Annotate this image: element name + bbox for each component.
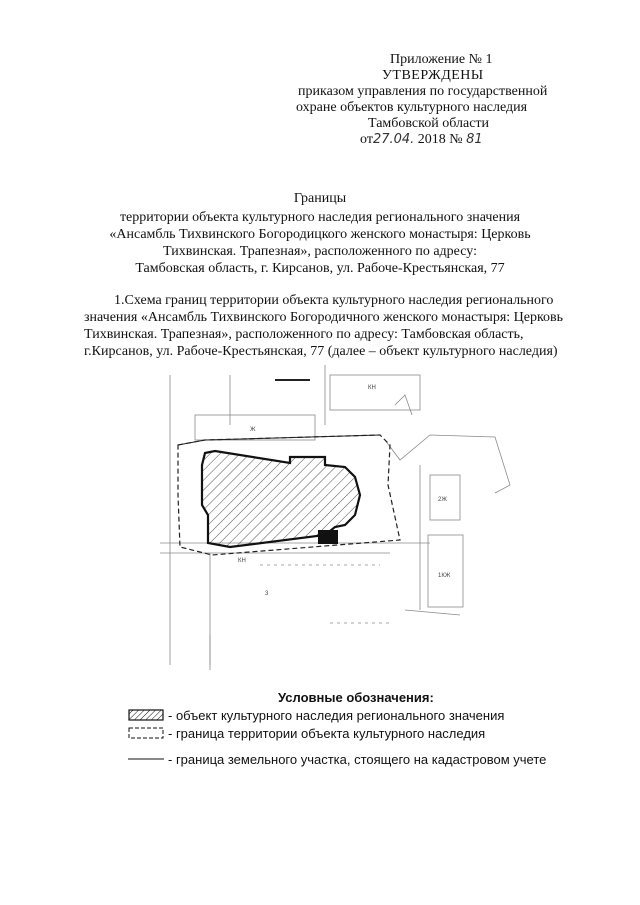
title-line-5: Тамбовская область, г. Кирсанов, ул. Рабоче-Крестьянская, 77 (135, 261, 505, 276)
order-year: 2018 (417, 132, 446, 147)
order-date-line (290, 132, 590, 148)
appendix-label: Приложение № 1 (390, 52, 493, 67)
paragraph-line-4: г.Кирсанов, ул. Рабоче-Крестьянская, 77 (далее – объект культурного наследия) (84, 344, 558, 359)
paragraph-line-2: значения «Ансамбль Тихвинского Богородичного женского монастыря: Церковь (84, 310, 564, 325)
map-label-top: КН (368, 385, 376, 391)
map-label-bottom-mid: 3 (265, 591, 269, 597)
handwritten-number: 81 (466, 132, 483, 147)
legend-text-territory-boundary: - граница территории объекта культурного наследия (168, 726, 486, 741)
number-prefix: № (449, 132, 463, 147)
order-line-1: приказом управления по государственной (298, 84, 548, 99)
scheme-paragraph (84, 292, 584, 360)
order-line-2: охране объектов культурного наследия (296, 100, 528, 115)
approved-label: УТВЕРЖДЕНЫ (382, 68, 484, 83)
title-line-1: Границы (293, 191, 347, 206)
legend-title: Условные обозначения: (278, 690, 434, 705)
paragraph-line-1: 1.Схема границ территории объекта культурного наследия регионального (114, 293, 554, 308)
dashed-box-icon (128, 727, 164, 739)
document-title (60, 190, 580, 277)
paragraph-line-3: Тихвинская. Трапезная», расположенного по адресу: Тамбовская область, (84, 327, 524, 342)
approval-block (290, 52, 590, 148)
hatched-box-icon (128, 709, 164, 721)
map-label-right-upper: 2Ж (438, 497, 447, 503)
legend-text-heritage-object: - объект культурного наследия регионального значения (168, 708, 505, 723)
title-line-4: Тихвинская. Трапезная», расположенного по адресу: (163, 244, 477, 259)
title-line-2: территории объекта культурного наследия регионального значения (119, 210, 521, 225)
legend-text-parcel-boundary: - граница земельного участка, стоящего на кадастровом учете (168, 752, 547, 767)
title-line-3: «Ансамбль Тихвинского Богородицкого женского монастыря: Церковь (109, 227, 531, 242)
region-line: Тамбовской области (368, 116, 490, 131)
map-label-building-left: Ж (250, 427, 256, 433)
handwritten-date: 27.04. (372, 132, 415, 147)
solid-line-icon (128, 753, 164, 765)
porch-block (318, 530, 338, 544)
date-prefix: от (360, 132, 373, 147)
map-label-bottom-left: КН (238, 558, 246, 564)
boundary-scheme-map (150, 365, 520, 675)
map-label-right-lower: 1КЖ (438, 573, 451, 579)
